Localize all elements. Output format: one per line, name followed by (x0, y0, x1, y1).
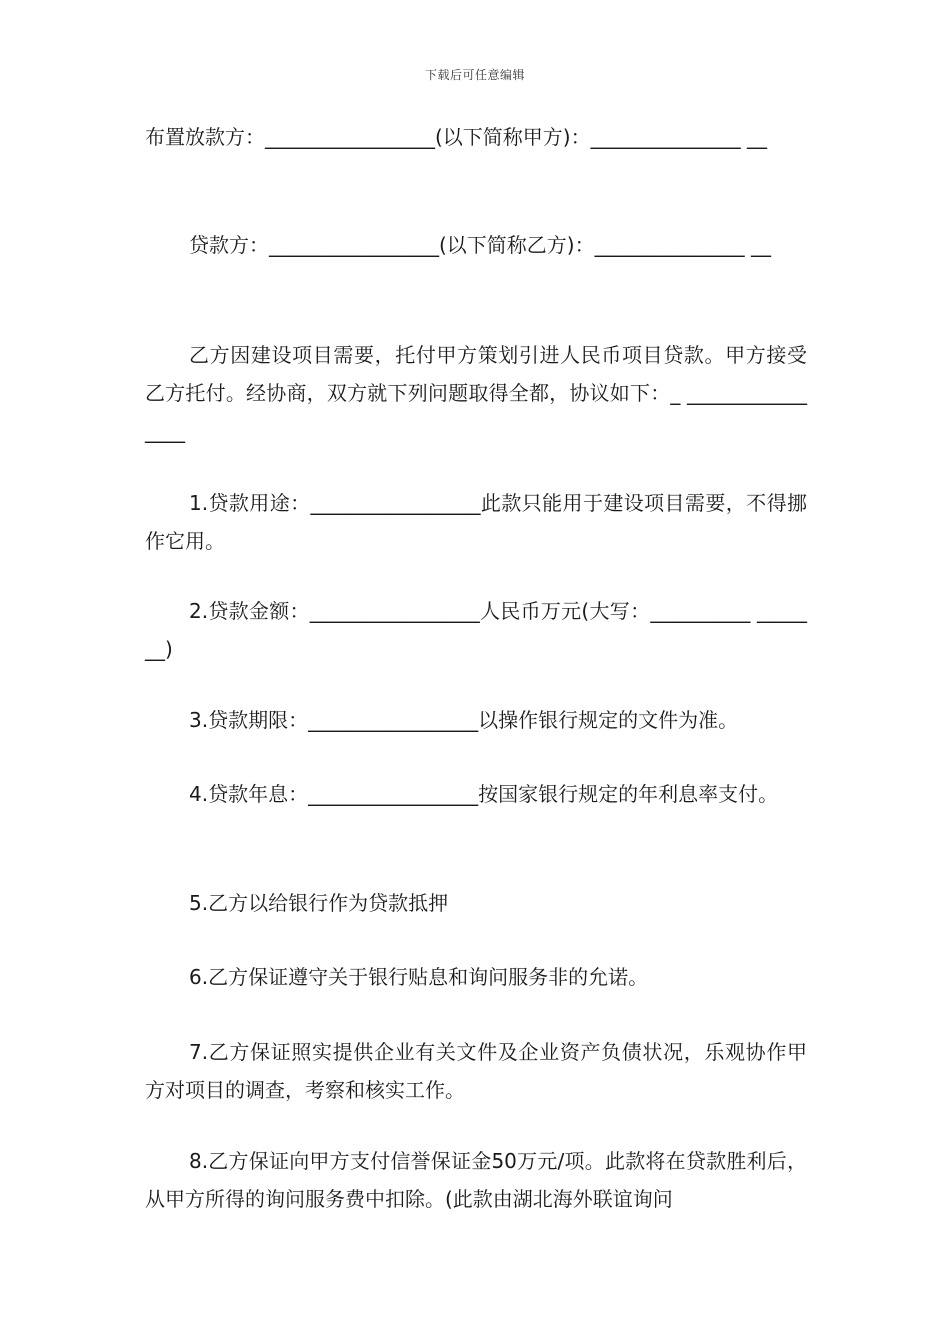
lender-line: 布置放款方：_________________(以下简称甲方)：_______________ __ (145, 125, 767, 149)
clause-4-annual-interest: 4.贷款年息：_________________按国家银行规定的年利息率支付。 (189, 782, 779, 806)
clause-5-collateral: 5.乙方以给银行作为贷款抵押 (189, 891, 449, 915)
borrower-line: 贷款方：_________________(以下简称乙方)：_______________ __ (189, 233, 771, 257)
clause-7-disclosure: 7.乙方保证照实提供企业有关文件及企业资产负债状况，乐观协作甲方对项目的调查，考察和核实工作。 (145, 1040, 807, 1102)
intro-paragraph: 乙方因建设项目需要，托付甲方策划引进人民币项目贷款。甲方接受乙方托付。经协商，双方就下列问题取得全都，协议如下：_ ________________ (145, 343, 807, 443)
page-header-note: 下载后可任意编辑 (424, 68, 525, 82)
clause-6-commitment: 6.乙方保证遵守关于银行贴息和询问服务非的允诺。 (189, 965, 649, 989)
clause-3-loan-term: 3.贷款期限：_________________以操作银行规定的文件为准。 (189, 708, 739, 732)
clause-1-loan-purpose: 1.贷款用途：_________________此款只能用于建设项目需要，不得挪作它用。 (145, 491, 807, 553)
clause-2-loan-amount: 2.贷款金额：_________________人民币万元(大写：__________ _______) (145, 599, 807, 661)
clause-8-deposit: 8.乙方保证向甲方支付信誉保证金50万元/项。此款将在贷款胜利后，从甲方所得的询问服务费中扣除。(此款由湖北海外联谊询问 (145, 1149, 807, 1211)
